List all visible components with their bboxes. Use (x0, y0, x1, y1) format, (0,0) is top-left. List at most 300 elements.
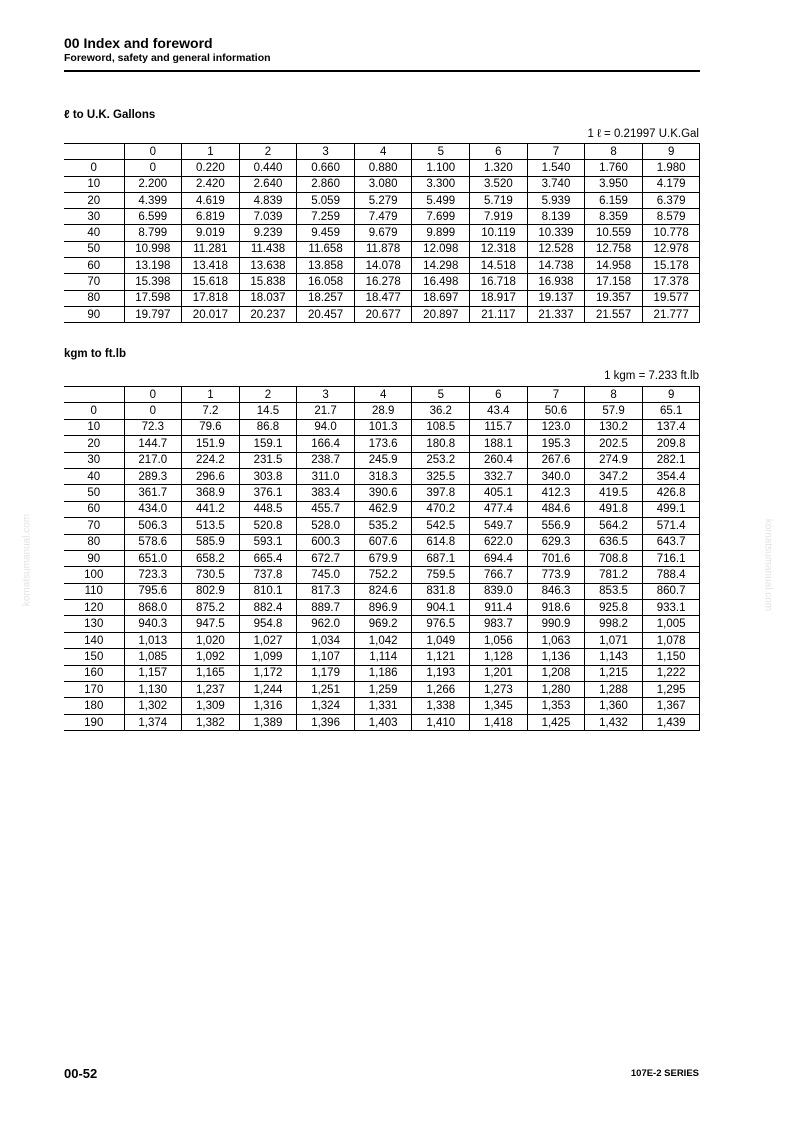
table-cell: 470.2 (412, 501, 470, 517)
table-cell: 1,316 (239, 698, 297, 714)
row-header: 70 (64, 274, 124, 290)
table-cell: 217.0 (124, 452, 182, 468)
table-cell: 8.139 (527, 209, 585, 225)
table-cell: 115.7 (470, 419, 528, 435)
table-cell: 18.917 (470, 290, 528, 306)
table-cell: 998.2 (585, 616, 643, 632)
table-cell: 513.5 (182, 518, 240, 534)
table-cell: 1,288 (585, 682, 643, 698)
table-cell: 173.6 (354, 436, 412, 452)
column-header: 4 (354, 387, 412, 403)
table-row (64, 649, 700, 665)
table-cell: 123.0 (527, 419, 585, 435)
table-row (64, 290, 700, 306)
column-header: 7 (527, 144, 585, 160)
table-cell: 20.897 (412, 306, 470, 322)
table-cell: 1,367 (642, 698, 700, 714)
table-cell: 1,042 (354, 632, 412, 648)
table-cell: 1,150 (642, 649, 700, 665)
table-cell: 687.1 (412, 550, 470, 566)
table-cell: 1,251 (297, 682, 355, 698)
table-cell: 20.237 (239, 306, 297, 322)
table-cell: 600.3 (297, 534, 355, 550)
table-cell: 12.528 (527, 241, 585, 257)
table-row (64, 550, 700, 566)
table-cell: 1,432 (585, 714, 643, 730)
table-cell: 195.3 (527, 436, 585, 452)
table-cell: 21.337 (527, 306, 585, 322)
table-cell: 622.0 (470, 534, 528, 550)
table-cell: 282.1 (642, 452, 700, 468)
column-header: 7 (527, 387, 585, 403)
table-cell: 340.0 (527, 468, 585, 484)
table-cell: 57.9 (585, 403, 643, 419)
table-cell: 332.7 (470, 468, 528, 484)
table-row (64, 468, 700, 484)
table-cell: 1.980 (642, 160, 700, 176)
page-subtitle: Foreword, safety and general information (64, 52, 271, 64)
table-cell: 1,099 (239, 649, 297, 665)
table-cell: 1,360 (585, 698, 643, 714)
table-cell: 2.860 (297, 176, 355, 192)
table-cell: 19.797 (124, 306, 182, 322)
table-cell: 20.677 (354, 306, 412, 322)
row-header: 60 (64, 258, 124, 274)
table-row (64, 518, 700, 534)
table-cell: 860.7 (642, 583, 700, 599)
table-cell: 0 (124, 160, 182, 176)
row-header: 30 (64, 209, 124, 225)
table-cell: 1,121 (412, 649, 470, 665)
table-row (64, 225, 700, 241)
table-cell: 13.638 (239, 258, 297, 274)
table-cell: 817.3 (297, 583, 355, 599)
table-cell: 17.158 (585, 274, 643, 290)
row-header: 20 (64, 436, 124, 452)
row-header: 20 (64, 192, 124, 208)
table-cell: 1,302 (124, 698, 182, 714)
table-cell: 1,324 (297, 698, 355, 714)
table-cell: 17.598 (124, 290, 182, 306)
table-cell: 21.7 (297, 403, 355, 419)
column-header: 2 (239, 144, 297, 160)
table-row (64, 436, 700, 452)
row-header: 120 (64, 600, 124, 616)
table-cell: 665.4 (239, 550, 297, 566)
table-cell: 19.357 (585, 290, 643, 306)
table-cell: 3.080 (354, 176, 412, 192)
column-header: 5 (412, 387, 470, 403)
table-cell: 18.257 (297, 290, 355, 306)
table-cell: 4.179 (642, 176, 700, 192)
table-cell: 1,425 (527, 714, 585, 730)
table-cell: 21.117 (470, 306, 528, 322)
table-cell: 1,157 (124, 665, 182, 681)
table-cell: 19.577 (642, 290, 700, 306)
table-cell: 151.9 (182, 436, 240, 452)
table-row (64, 682, 700, 698)
table-cell: 759.5 (412, 567, 470, 583)
table-cell: 2.420 (182, 176, 240, 192)
table-cell: 289.3 (124, 468, 182, 484)
table-cell: 14.738 (527, 258, 585, 274)
table-cell: 4.619 (182, 192, 240, 208)
table-cell: 737.8 (239, 567, 297, 583)
table-cell: 12.758 (585, 241, 643, 257)
table-cell: 2.200 (124, 176, 182, 192)
table-cell: 954.8 (239, 616, 297, 632)
table-row (64, 616, 700, 632)
table-cell: 745.0 (297, 567, 355, 583)
table-cell: 15.838 (239, 274, 297, 290)
table-cell: 868.0 (124, 600, 182, 616)
table-header-row (64, 387, 700, 403)
row-header: 90 (64, 306, 124, 322)
table-cell: 1,331 (354, 698, 412, 714)
table-cell: 4.839 (239, 192, 297, 208)
table-header-row (64, 144, 700, 160)
column-header: 8 (585, 387, 643, 403)
table-cell: 43.4 (470, 403, 528, 419)
table-cell: 16.718 (470, 274, 528, 290)
table2-conversion-note: 1 kgm = 7.233 ft.lb (604, 370, 699, 382)
table-cell: 781.2 (585, 567, 643, 583)
table-cell: 535.2 (354, 518, 412, 534)
table-cell: 7.2 (182, 403, 240, 419)
table-cell: 896.9 (354, 600, 412, 616)
column-header: 1 (182, 387, 240, 403)
table-cell: 10.998 (124, 241, 182, 257)
row-header: 170 (64, 682, 124, 698)
table-cell: 108.5 (412, 419, 470, 435)
table-cell: 1,295 (642, 682, 700, 698)
table-cell: 1,143 (585, 649, 643, 665)
table-cell: 130.2 (585, 419, 643, 435)
column-header: 6 (470, 144, 528, 160)
table-cell: 21.557 (585, 306, 643, 322)
table-cell: 810.1 (239, 583, 297, 599)
table-cell: 390.6 (354, 485, 412, 501)
table-cell: 180.8 (412, 436, 470, 452)
table-cell: 1,403 (354, 714, 412, 730)
table-cell: 20.457 (297, 306, 355, 322)
row-header: 0 (64, 160, 124, 176)
table-cell: 6.159 (585, 192, 643, 208)
table-cell: 1,049 (412, 632, 470, 648)
table-cell: 1,374 (124, 714, 182, 730)
table-cell: 18.477 (354, 290, 412, 306)
table2-title: kgm to ft.lb (64, 348, 126, 360)
table-cell: 6.819 (182, 209, 240, 225)
table-row (64, 160, 700, 176)
table-cell: 260.4 (470, 452, 528, 468)
table-cell: 0.660 (297, 160, 355, 176)
table-cell: 15.618 (182, 274, 240, 290)
table-cell: 5.059 (297, 192, 355, 208)
row-header: 50 (64, 241, 124, 257)
table-row (64, 274, 700, 290)
table-cell: 5.719 (470, 192, 528, 208)
row-header: 100 (64, 567, 124, 583)
table-cell: 882.4 (239, 600, 297, 616)
table-cell: 376.1 (239, 485, 297, 501)
table-cell: 694.4 (470, 550, 528, 566)
table-cell: 303.8 (239, 468, 297, 484)
table-cell: 1.760 (585, 160, 643, 176)
table-cell: 651.0 (124, 550, 182, 566)
row-header: 40 (64, 468, 124, 484)
table-cell: 5.279 (354, 192, 412, 208)
column-header: 3 (297, 387, 355, 403)
table-cell: 166.4 (297, 436, 355, 452)
table-cell: 940.3 (124, 616, 182, 632)
table-cell: 9.019 (182, 225, 240, 241)
column-header: 4 (354, 144, 412, 160)
table-cell: 188.1 (470, 436, 528, 452)
table-row (64, 698, 700, 714)
table-cell: 520.8 (239, 518, 297, 534)
table-cell: 730.5 (182, 567, 240, 583)
table-cell: 1,208 (527, 665, 585, 681)
table-cell: 1,215 (585, 665, 643, 681)
table-cell: 50.6 (527, 403, 585, 419)
table-cell: 1,005 (642, 616, 700, 632)
table-cell: 3.520 (470, 176, 528, 192)
table-cell: 16.058 (297, 274, 355, 290)
table-cell: 20.017 (182, 306, 240, 322)
table-cell: 10.778 (642, 225, 700, 241)
table-cell: 159.1 (239, 436, 297, 452)
table-cell: 318.3 (354, 468, 412, 484)
table-cell: 962.0 (297, 616, 355, 632)
table-cell: 491.8 (585, 501, 643, 517)
table-cell: 1,071 (585, 632, 643, 648)
table-cell: 412.3 (527, 485, 585, 501)
table-cell: 1,273 (470, 682, 528, 698)
table-cell: 10.339 (527, 225, 585, 241)
table-cell: 101.3 (354, 419, 412, 435)
liter-to-uk-gallons-table (64, 143, 700, 323)
table-cell: 434.0 (124, 501, 182, 517)
table-row (64, 600, 700, 616)
table-row (64, 665, 700, 681)
table-cell: 21.777 (642, 306, 700, 322)
table-cell: 10.119 (470, 225, 528, 241)
table-cell: 253.2 (412, 452, 470, 468)
table-cell: 9.679 (354, 225, 412, 241)
column-header: 6 (470, 387, 528, 403)
table-cell: 231.5 (239, 452, 297, 468)
table-cell: 11.658 (297, 241, 355, 257)
table-row (64, 714, 700, 730)
series-label: 107E-2 SERIES (630, 1068, 699, 1079)
column-header: 0 (124, 387, 182, 403)
table-cell: 245.9 (354, 452, 412, 468)
table-cell: 1,114 (354, 649, 412, 665)
table-cell: 16.278 (354, 274, 412, 290)
table-cell: 643.7 (642, 534, 700, 550)
table-cell: 1,078 (642, 632, 700, 648)
table-cell: 1,280 (527, 682, 585, 698)
table-cell: 1,389 (239, 714, 297, 730)
kgm-to-ftlb-table (64, 386, 700, 731)
table-cell: 16.938 (527, 274, 585, 290)
table-cell: 274.9 (585, 452, 643, 468)
table-cell: 571.4 (642, 518, 700, 534)
table-cell: 585.9 (182, 534, 240, 550)
table-cell: 1,034 (297, 632, 355, 648)
row-header: 30 (64, 452, 124, 468)
table-cell: 1,128 (470, 649, 528, 665)
table-cell: 4.399 (124, 192, 182, 208)
table-cell: 839.0 (470, 583, 528, 599)
table-cell: 1,418 (470, 714, 528, 730)
table-cell: 1,353 (527, 698, 585, 714)
table-cell: 795.6 (124, 583, 182, 599)
table-cell: 528.0 (297, 518, 355, 534)
table-cell: 1,107 (297, 649, 355, 665)
column-header: 9 (642, 387, 700, 403)
table-cell: 7.919 (470, 209, 528, 225)
table1-conversion-note: 1 ℓ = 0.21997 U.K.Gal (587, 128, 699, 140)
table-row (64, 176, 700, 192)
table-cell: 723.3 (124, 567, 182, 583)
table-cell: 875.2 (182, 600, 240, 616)
table-cell: 1,172 (239, 665, 297, 681)
table-cell: 578.6 (124, 534, 182, 550)
table-cell: 679.9 (354, 550, 412, 566)
table-cell: 3.740 (527, 176, 585, 192)
table-cell: 1,338 (412, 698, 470, 714)
table-cell: 397.8 (412, 485, 470, 501)
table-cell: 405.1 (470, 485, 528, 501)
table-cell: 8.359 (585, 209, 643, 225)
table-row (64, 501, 700, 517)
table-cell: 1,186 (354, 665, 412, 681)
table-row (64, 419, 700, 435)
table-cell: 12.978 (642, 241, 700, 257)
table-cell: 831.8 (412, 583, 470, 599)
table-cell: 426.8 (642, 485, 700, 501)
table-cell: 0.440 (239, 160, 297, 176)
row-header: 80 (64, 290, 124, 306)
table-cell: 701.6 (527, 550, 585, 566)
table-cell: 18.697 (412, 290, 470, 306)
row-header: 130 (64, 616, 124, 632)
table-cell: 16.498 (412, 274, 470, 290)
table-cell: 846.3 (527, 583, 585, 599)
table-cell: 1,136 (527, 649, 585, 665)
table-cell: 990.9 (527, 616, 585, 632)
table-cell: 1.320 (470, 160, 528, 176)
row-header: 70 (64, 518, 124, 534)
table-row (64, 485, 700, 501)
table-cell: 209.8 (642, 436, 700, 452)
table-cell: 224.2 (182, 452, 240, 468)
table-cell: 484.6 (527, 501, 585, 517)
table-cell: 419.5 (585, 485, 643, 501)
table-cell: 5.499 (412, 192, 470, 208)
table-cell: 636.5 (585, 534, 643, 550)
table-cell: 7.699 (412, 209, 470, 225)
page-number: 00-52 (64, 1066, 98, 1081)
table-cell: 0 (124, 403, 182, 419)
table-row (64, 192, 700, 208)
table-cell: 14.958 (585, 258, 643, 274)
table-cell: 347.2 (585, 468, 643, 484)
table-cell: 325.5 (412, 468, 470, 484)
table-cell: 28.9 (354, 403, 412, 419)
table-cell: 947.5 (182, 616, 240, 632)
table-cell: 1,222 (642, 665, 700, 681)
table-cell: 144.7 (124, 436, 182, 452)
table-cell: 672.7 (297, 550, 355, 566)
table-cell: 455.7 (297, 501, 355, 517)
header-rule (64, 70, 700, 72)
row-header: 0 (64, 403, 124, 419)
table-cell: 976.5 (412, 616, 470, 632)
table-cell: 19.137 (527, 290, 585, 306)
table-cell: 983.7 (470, 616, 528, 632)
page-header (64, 35, 700, 65)
table-cell: 824.6 (354, 583, 412, 599)
row-header: 40 (64, 225, 124, 241)
table-cell: 13.858 (297, 258, 355, 274)
table-cell: 8.799 (124, 225, 182, 241)
row-header: 10 (64, 176, 124, 192)
table-cell: 1.100 (412, 160, 470, 176)
table-cell: 1.540 (527, 160, 585, 176)
table-corner-cell (64, 144, 124, 160)
table-cell: 137.4 (642, 419, 700, 435)
table-cell: 383.4 (297, 485, 355, 501)
table-cell: 933.1 (642, 600, 700, 616)
table-cell: 311.0 (297, 468, 355, 484)
column-header: 5 (412, 144, 470, 160)
table-cell: 36.2 (412, 403, 470, 419)
table-cell: 708.8 (585, 550, 643, 566)
table-cell: 368.9 (182, 485, 240, 501)
table-row (64, 403, 700, 419)
table-cell: 1,309 (182, 698, 240, 714)
table-cell: 15.178 (642, 258, 700, 274)
table-cell: 1,179 (297, 665, 355, 681)
table-cell: 14.5 (239, 403, 297, 419)
table-cell: 969.2 (354, 616, 412, 632)
table-cell: 10.559 (585, 225, 643, 241)
table-row (64, 632, 700, 648)
column-header: 9 (642, 144, 700, 160)
table-cell: 788.4 (642, 567, 700, 583)
table-cell: 889.7 (297, 600, 355, 616)
row-header: 140 (64, 632, 124, 648)
table-cell: 802.9 (182, 583, 240, 599)
table-cell: 14.298 (412, 258, 470, 274)
watermark-left: komatsumanual.com (21, 513, 33, 607)
table-cell: 1,396 (297, 714, 355, 730)
table-cell: 448.5 (239, 501, 297, 517)
table-cell: 1,085 (124, 649, 182, 665)
table-cell: 1,130 (124, 682, 182, 698)
table-cell: 12.098 (412, 241, 470, 257)
table-cell: 1,201 (470, 665, 528, 681)
table-cell: 1,027 (239, 632, 297, 648)
table-cell: 1,382 (182, 714, 240, 730)
table-cell: 2.640 (239, 176, 297, 192)
table-cell: 911.4 (470, 600, 528, 616)
row-header: 190 (64, 714, 124, 730)
table-cell: 79.6 (182, 419, 240, 435)
